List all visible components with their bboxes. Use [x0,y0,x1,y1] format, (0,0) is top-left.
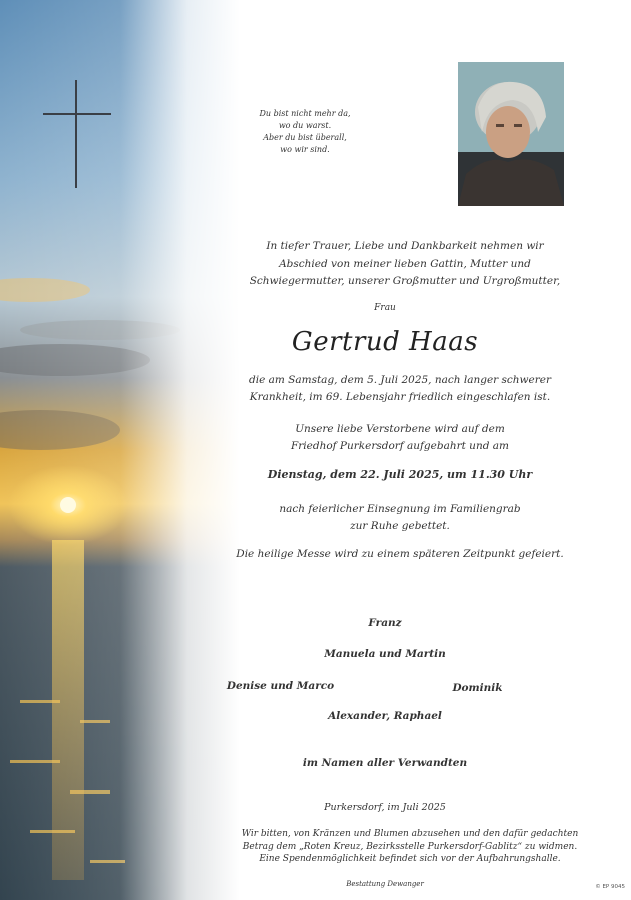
memorial-quote [245,108,365,156]
place-date: Purkersdorf, im Juli 2025 [324,802,446,813]
mourner-children: Manuela und Martin [324,648,446,660]
cross-symbol [43,80,113,190]
sunset-background-image [0,0,240,900]
undertaker-name: Bestattung Dewanger [346,880,424,888]
donation-note [195,828,625,866]
rest-paragraph [230,501,570,535]
print-code: © EP 9045 [595,884,625,890]
death-paragraph [200,372,600,406]
funeral-date: Dienstag, dem 22. Juli 2025, um 11.30 Uhr [267,468,533,481]
quote-line: wo wir sind. [280,145,330,154]
burial-paragraph [230,421,570,455]
mourner-great-grandchildren: Alexander, Raphael [328,710,442,722]
burial-line: Unsere liebe Verstorbene wird auf dem [295,423,505,435]
intro-paragraph [205,238,605,291]
mourner-grandchildren-2: Dominik [452,682,503,694]
intro-line: Schwiegermutter, unserer Großmutter und Urgroßmutter, [249,275,561,287]
burial-line: Friedhof Purkersdorf aufgebahrt und am [291,440,509,452]
rest-line: nach feierlicher Einsegnung im Familiengrab [279,503,521,515]
quote-line: Aber du bist überall, [263,133,347,142]
death-line: Krankheit, im 69. Lebensjahr friedlich eingeschlafen ist. [249,391,551,403]
note-line: Eine Spendenmöglichkeit befindet sich vor der Aufbahrungshalle. [259,854,561,864]
portrait-photo [458,62,564,206]
mourner-relatives: im Namen aller Verwandten [302,757,468,769]
death-line: die am Samstag, dem 5. Juli 2025, nach langer schwerer [248,374,552,386]
sunset-seascape-illustration [0,0,240,900]
rest-line: zur Ruhe gebettet. [350,520,450,532]
intro-line: In tiefer Trauer, Liebe und Dankbarkeit nehmen wir [266,240,544,252]
intro-line: Abschied von meiner lieben Gattin, Mutter und [279,257,531,270]
salutation: Frau [374,303,396,313]
quote-line: Du bist nicht mehr da, [259,109,351,118]
mass-notice: Die heilige Messe wird zu einem späteren Zeitpunkt gefeiert. [236,548,564,560]
mourner-grandchildren-1: Denise und Marco [226,680,335,692]
note-line: Wir bitten, von Kränzen und Blumen abzusehen und den dafür gedachten [241,829,579,839]
portrait-illustration [458,62,564,206]
deceased-name: Gertrud Haas [291,327,479,357]
quote-line: wo du warst. [278,121,332,130]
note-line: Betrag dem „Roten Kreuz, Bezirksstelle Purkersdorf-Gablitz“ zu widmen. [242,841,578,852]
mourner-husband: Franz [368,617,402,629]
